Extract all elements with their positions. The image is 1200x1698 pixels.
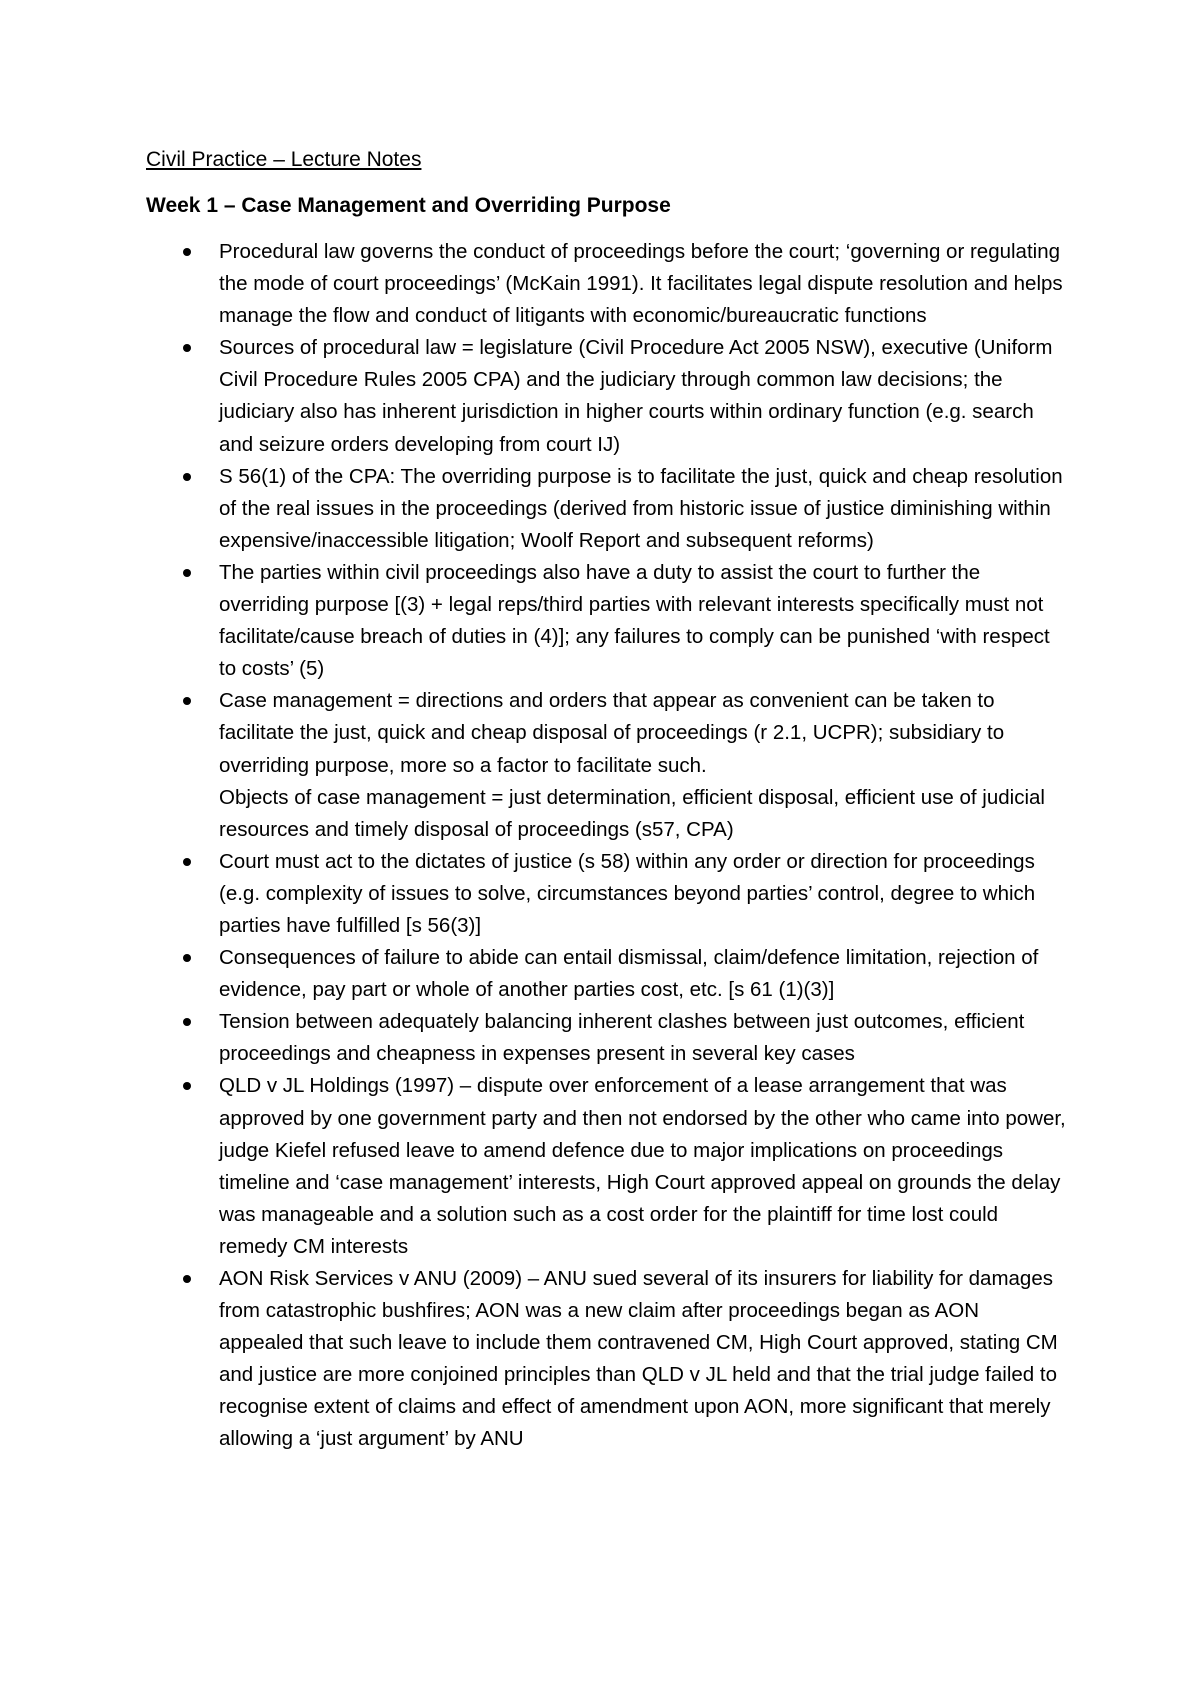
note-item xyxy=(146,942,1066,1006)
bullet-icon xyxy=(183,473,191,481)
note-text: QLD v JL Holdings (1997) – dispute over enforcement of a lease arrangement that was approved by one government party and then not endorsed by the other who came into power, judge Kiefel refused leave to amend defence due to major implications on proceedings timeline and ‘case management’ interests, High Court approved appeal on grounds the delay was manageable and a solution such as a cost order for the plaintiff for time lost could remedy CM interests xyxy=(219,1074,1066,1258)
bullet-icon xyxy=(183,1018,191,1026)
bullet-icon xyxy=(183,1082,191,1090)
note-text: AON Risk Services v ANU (2009) – ANU sued several of its insurers for liability for damages from catastrophic bushfires; AON was a new claim after proceedings began as AON appealed that such leave to include them contravened CM, High Court approved, stating CM and justice are more conjoined principles than QLD v JL held and that the trial judge failed to recognise extent of claims and effect of amendment upon AON, more significant that merely allowing a ‘just argument’ by ANU xyxy=(219,1267,1058,1451)
notes-list xyxy=(146,236,1066,1456)
note-continuation-text: Objects of case management = just determination, efficient disposal, efficient use of judicial resources and timely disposal of proceedings (s57, CPA) xyxy=(219,785,1045,841)
bullet-icon xyxy=(183,697,191,705)
document-title: Civil Practice – Lecture Notes xyxy=(146,148,422,171)
note-item xyxy=(146,846,1066,942)
note-item xyxy=(146,1263,1066,1456)
bullet-icon xyxy=(183,344,191,352)
note-text: Case management = directions and orders that appear as convenient can be taken to facilitate the just, quick and cheap disposal of proceedings (r 2.1, UCPR); subsidiary to overriding purpose, more so a factor to facilitate such. xyxy=(219,689,1005,777)
bullet-icon xyxy=(183,1275,191,1283)
document-page xyxy=(146,144,1066,1456)
note-text: Sources of procedural law = legislature (Civil Procedure Act 2005 NSW), executive (Uniform Civil Procedure Rules 2005 CPA) and the judiciary through common law decisions; the judiciary also has inherent jurisdiction in higher courts within ordinary function (e.g. search and seizure orders developing from court IJ) xyxy=(219,336,1053,456)
note-item xyxy=(146,461,1066,557)
note-item xyxy=(146,236,1066,332)
note-text: S 56(1) of the CPA: The overriding purpose is to facilitate the just, quick and cheap resolution of the real issues in the proceedings (derived from historic issue of justice diminishing within expensive/inaccessible litigation; Woolf Report and subsequent reforms) xyxy=(219,464,1063,552)
week-heading: Week 1 – Case Management and Overriding Purpose xyxy=(146,194,671,217)
note-item xyxy=(146,557,1066,685)
bullet-icon xyxy=(183,858,191,866)
note-text: Consequences of failure to abide can entail dismissal, claim/defence limitation, rejection of evidence, pay part or whole of another parties cost, etc. [s 61 (1)(3)] xyxy=(219,946,1039,1002)
note-item xyxy=(146,332,1066,460)
note-text: Procedural law governs the conduct of proceedings before the court; ‘governing or regulating the mode of court proceedings’ (McKain 1991). It facilitates legal dispute resolution and helps manage the flow and conduct of litigants with economic/bureaucratic functions xyxy=(219,240,1063,328)
note-text: The parties within civil proceedings also have a duty to assist the court to further the overriding purpose [(3) + legal reps/third parties with relevant interests specifically must not facilitate/cause breach of duties in (4)]; any failures to comply can be punished ‘with respect to costs’ (5) xyxy=(219,560,1050,681)
bullet-icon xyxy=(183,954,191,962)
note-item xyxy=(146,685,1066,845)
note-text: Tension between adequately balancing inherent clashes between just outcomes, efficient proceedings and cheapness in expenses present in several key cases xyxy=(219,1010,1025,1066)
bullet-icon xyxy=(183,569,191,577)
note-text: Court must act to the dictates of justice (s 58) within any order or direction for proceedings (e.g. complexity of issues to solve, circumstances beyond parties’ control, degree to which parties have fulfilled [s 56(3)] xyxy=(219,849,1036,937)
note-item xyxy=(146,1070,1066,1263)
note-item xyxy=(146,1006,1066,1070)
bullet-icon xyxy=(183,248,191,256)
